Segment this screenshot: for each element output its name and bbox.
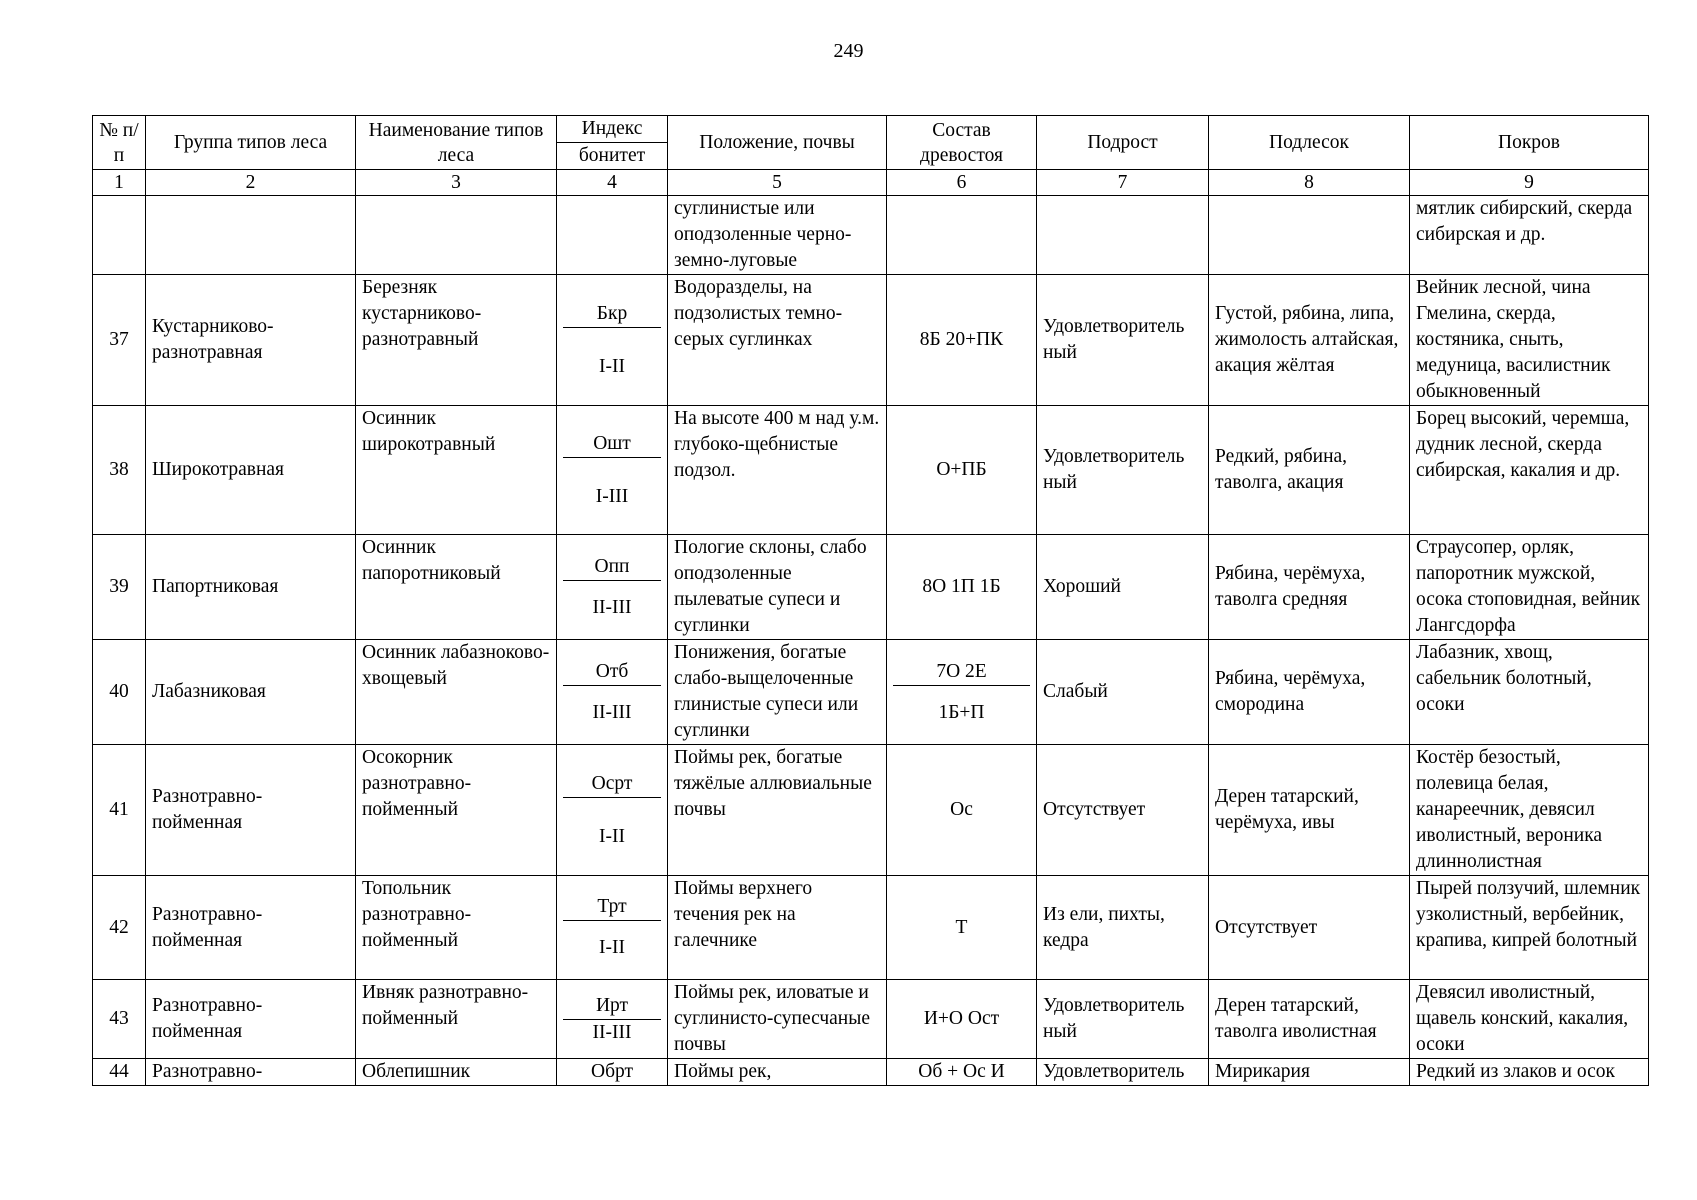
- cell-composition: 8О 1П 1Б: [887, 535, 1037, 640]
- header-composition: Состав древостоя: [887, 116, 1037, 170]
- bonitet: I-III: [595, 485, 629, 507]
- cell-underbrush: Рябина, черёмуха, таволга средняя: [1209, 535, 1410, 640]
- cell-position: Поймы рек,: [668, 1059, 887, 1086]
- cell-position: Поймы рек, иловатые и суглинисто-супесчаные почвы: [668, 980, 887, 1059]
- cell-composition: О+ПБ: [887, 406, 1037, 535]
- index-code: Опп: [563, 554, 661, 581]
- cell-composition: Т: [887, 876, 1037, 980]
- cell-underbrush: Редкий, рябина, таволга, акация: [1209, 406, 1410, 535]
- index-code: Бкр: [563, 301, 661, 328]
- bonitet: I-II: [599, 825, 625, 847]
- cell-position: Поймы рек, богатые тяжёлые аллювиальные почвы: [668, 745, 887, 876]
- cell-underbrush: Дерен татарский, черёмуха, ивы: [1209, 745, 1410, 876]
- column-number: 4: [557, 170, 668, 196]
- cell-cover: Девясил иволистный, щавель конский, какалия, осоки: [1410, 980, 1649, 1059]
- cell-cover: мятлик сибирский, скерда сибирская и др.: [1410, 196, 1649, 275]
- cell-undergrowth: Из ели, пихты, кедра: [1037, 876, 1209, 980]
- cell-name: Осинник папоротниковый: [356, 535, 557, 640]
- cell-undergrowth: Слабый: [1037, 640, 1209, 745]
- composition-top: 7О 2Е: [893, 659, 1030, 686]
- cell-cover: Борец высокий, черемша, дудник лесной, скерда сибирская, какалия и др.: [1410, 406, 1649, 535]
- header-index: [557, 116, 668, 170]
- cell-index: [557, 406, 668, 535]
- index-code: Ошт: [563, 431, 661, 458]
- cell-name: Осинник широкотравный: [356, 406, 557, 535]
- column-number: 3: [356, 170, 557, 196]
- table-row-continuation: [93, 196, 1649, 275]
- header-position: Положение, почвы: [668, 116, 887, 170]
- composition-bottom: 1Б+П: [938, 701, 985, 723]
- cell-group: Лабазниковая: [146, 640, 356, 745]
- cell-composition: Об + Ос И: [887, 1059, 1037, 1086]
- cell-cover: Редкий из злаков и осок: [1410, 1059, 1649, 1086]
- header-undergrowth: Подрост: [1037, 116, 1209, 170]
- column-number: 9: [1410, 170, 1649, 196]
- index-code: Трт: [563, 894, 661, 921]
- cell-undergrowth: Хороший: [1037, 535, 1209, 640]
- column-number: 7: [1037, 170, 1209, 196]
- cell-num: 37: [93, 275, 146, 406]
- cell-group: Разнотравно-пойменная: [146, 980, 356, 1059]
- cell-underbrush: Отсутствует: [1209, 876, 1410, 980]
- index-code: Осрт: [563, 771, 661, 798]
- cell-name: Облепишник: [356, 1059, 557, 1086]
- table-row: [93, 275, 1649, 406]
- column-number: 1: [93, 170, 146, 196]
- cell-undergrowth: Удовлетворитель: [1037, 1059, 1209, 1086]
- header-group: Группа типов леса: [146, 116, 356, 170]
- header-index-top: Индекс: [557, 116, 667, 143]
- header-cover: Покров: [1410, 116, 1649, 170]
- cell-group: Разнотравно-пойменная: [146, 745, 356, 876]
- cell-name: Ивняк разнотравно-пойменный: [356, 980, 557, 1059]
- column-number: 8: [1209, 170, 1410, 196]
- table-row: [93, 1059, 1649, 1086]
- cell-underbrush: Густой, рябина, липа, жимолость алтайская, акация жёлтая: [1209, 275, 1410, 406]
- cell-num: 40: [93, 640, 146, 745]
- column-number: 2: [146, 170, 356, 196]
- table-row: [93, 876, 1649, 980]
- bonitet: II-III: [592, 1021, 632, 1043]
- index-code: Ирт: [563, 993, 661, 1020]
- cell-composition: Ос: [887, 745, 1037, 876]
- table-row: [93, 640, 1649, 745]
- cell-index: [557, 980, 668, 1059]
- cell-cover: Костёр безостый, полевица белая, канареечник, девясил иволистный, вероника длиннолистная: [1410, 745, 1649, 876]
- cell-num: 41: [93, 745, 146, 876]
- cell-name: Топольник разнотравно-пойменный: [356, 876, 557, 980]
- header-num: № п/п: [93, 116, 146, 170]
- cell-group: Разнотравно-пойменная: [146, 876, 356, 980]
- cell-undergrowth: Удовлетворитель ный: [1037, 275, 1209, 406]
- cell-group: Разнотравно-: [146, 1059, 356, 1086]
- cell-undergrowth: Удовлетворитель ный: [1037, 980, 1209, 1059]
- cell-index: [557, 745, 668, 876]
- cell-cover: Страусопер, орляк, папоротник мужской, осока стоповидная, вейник Лангсдорфа: [1410, 535, 1649, 640]
- cell-num: 44: [93, 1059, 146, 1086]
- cell-composition: И+О Ост: [887, 980, 1037, 1059]
- cell-group: Кустарниково-разнотравная: [146, 275, 356, 406]
- column-number: 5: [668, 170, 887, 196]
- cell-group: Папортниковая: [146, 535, 356, 640]
- cell-index: [557, 275, 668, 406]
- cell-index: [557, 535, 668, 640]
- cell-cover: Лабазник, хвощ, сабельник болотный, осоки: [1410, 640, 1649, 745]
- cell-group: Широкотравная: [146, 406, 356, 535]
- header-underbrush: Подлесок: [1209, 116, 1410, 170]
- cell-index: [557, 876, 668, 980]
- header-row: [93, 116, 1649, 170]
- cell-index: [557, 640, 668, 745]
- cell-position: Понижения, богатые слабо-выщелоченные глинистые супеси или суглинки: [668, 640, 887, 745]
- cell-composition: 8Б 20+ПК: [887, 275, 1037, 406]
- cell-cover: Вейник лесной, чина Гмелина, скерда, костяника, сныть, медуница, василистник обыкновенный: [1410, 275, 1649, 406]
- cell-underbrush: Рябина, черёмуха, смородина: [1209, 640, 1410, 745]
- header-name: Наименование типов леса: [356, 116, 557, 170]
- table-row: [93, 535, 1649, 640]
- column-number: 6: [887, 170, 1037, 196]
- index-code: Отб: [563, 659, 661, 686]
- column-number-row: [93, 170, 1649, 196]
- cell-undergrowth: Отсутствует: [1037, 745, 1209, 876]
- cell-position: Пологие склоны, слабо оподзоленные пылеватые супеси и суглинки: [668, 535, 887, 640]
- table-row: [93, 406, 1649, 535]
- forest-types-table: [92, 115, 1649, 1086]
- cell-position: суглинистые или оподзоленные черно-земно-луговые: [668, 196, 887, 275]
- cell-index: Обрт: [557, 1059, 668, 1086]
- header-index-bottom: бонитет: [578, 145, 646, 166]
- cell-name: Березняк кустарниково-разнотравный: [356, 275, 557, 406]
- page-number: 249: [833, 40, 864, 62]
- cell-num: 42: [93, 876, 146, 980]
- bonitet: II-III: [592, 596, 632, 618]
- cell-composition: [887, 640, 1037, 745]
- cell-num: 43: [93, 980, 146, 1059]
- bonitet: II-III: [592, 701, 632, 723]
- cell-name: Осинник лабазноково-хвощевый: [356, 640, 557, 745]
- cell-position: Поймы верхнего течения рек на галечнике: [668, 876, 887, 980]
- cell-underbrush: Дерен татарский, таволга иволистная: [1209, 980, 1410, 1059]
- table-row: [93, 980, 1649, 1059]
- cell-undergrowth: Удовлетворитель ный: [1037, 406, 1209, 535]
- cell-num: 39: [93, 535, 146, 640]
- cell-name: Осокорник разнотравно-пойменный: [356, 745, 557, 876]
- bonitet: I-II: [599, 355, 625, 377]
- cell-position: Водоразделы, на подзолистых темно-серых суглинках: [668, 275, 887, 406]
- table-row: [93, 745, 1649, 876]
- cell-underbrush: Мирикария: [1209, 1059, 1410, 1086]
- cell-position: На высоте 400 м над у.м. глубоко-щебнистые подзол.: [668, 406, 887, 535]
- cell-cover: Пырей ползучий, шлемник узколистный, вербейник, крапива, кипрей болотный: [1410, 876, 1649, 980]
- cell-num: 38: [93, 406, 146, 535]
- bonitet: I-II: [599, 937, 625, 958]
